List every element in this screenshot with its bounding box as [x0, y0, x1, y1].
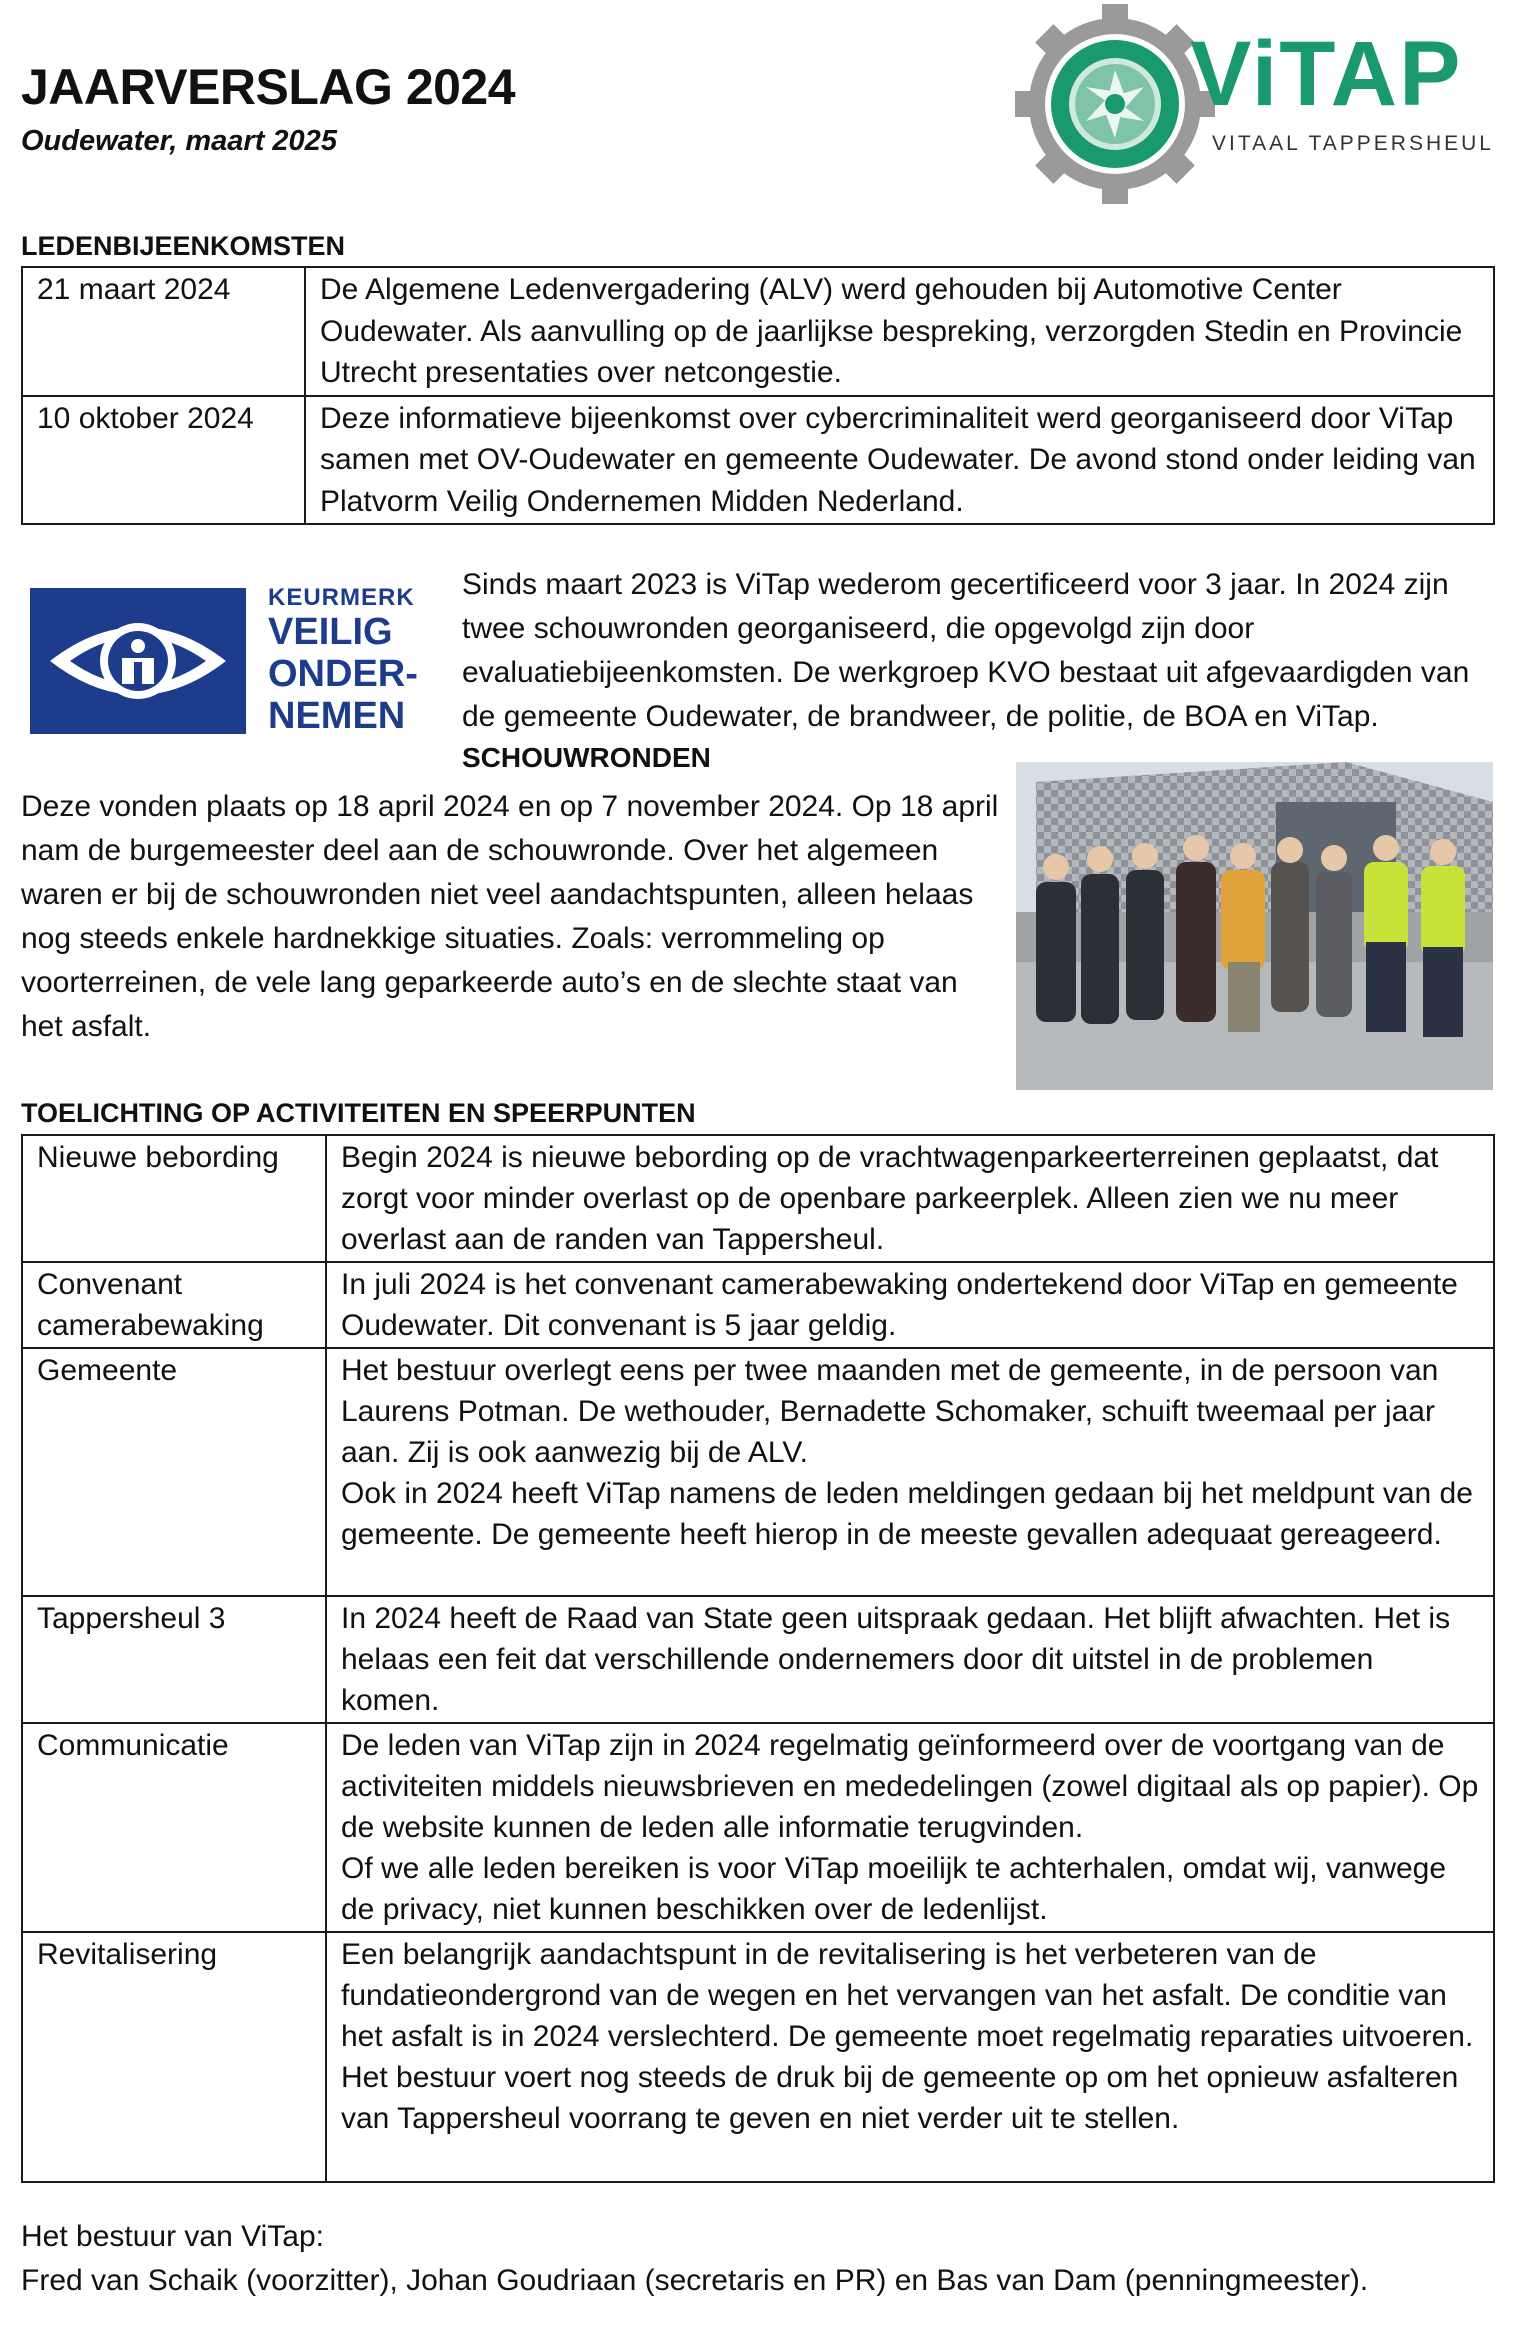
activity-paragraph: Of we alle leden bereiken is voor ViTap moeilijk te achterhalen, omdat wij, vanwege de privacy, niet kunnen beschikken over de ledenlijst.	[341, 1852, 1447, 1926]
activity-paragraph: Begin 2024 is nieuwe bebording op de vrachtwagenparkeerterreinen geplaatst, dat zorgt voor minder overlast op de openbare parkeerplek. Alleen zien we nu meer overlast aan de randen van Tappersheul.	[341, 1141, 1439, 1256]
table-row	[22, 1932, 1494, 2182]
activity-text	[326, 1262, 1494, 1348]
activity-paragraph: Het bestuur overlegt eens per twee maanden met de gemeente, in de persoon van Laurens Potman. De wethouder, Bernadette Schomaker, schuift tweemaal per jaar aan. Zij is ook aanwezig bij de ALV.	[341, 1354, 1439, 1469]
table-row	[22, 396, 1494, 525]
table-row	[22, 267, 1494, 396]
activity-topic: Tappersheul 3	[22, 1596, 326, 1723]
page-subtitle: Oudewater, maart 2025	[21, 125, 337, 157]
schouwronden-paragraph: Deze vonden plaats op 18 april 2024 en op 7 november 2024. Op 18 april nam de burgemeester deel aan de schouwronde. Over het algemeen waren er bij de schouwronden niet veel aandachtspunten, alleen helaas nog steeds enkele hardnekkige situaties. Zoals: verrommeling op voorterreinen, de vele lang geparkeerde auto’s en de slechte staat van het asfalt.	[21, 790, 999, 1043]
kvo-line2: VEILIG	[268, 611, 393, 653]
meeting-description: De Algemene Ledenvergadering (ALV) werd gehouden bij Automotive Center Oudewater. Als aanvulling op de jaarlijkse bespreking, verzorgden Stedin en Provincie Utrecht presentaties over netcongestie.	[305, 267, 1494, 396]
activity-paragraph: In 2024 heeft de Raad van State geen uitspraak gedaan. Het blijft afwachten. Het is helaas een feit dat verschillende ondernemers door dit uitstel in de problemen komen.	[341, 1602, 1451, 1717]
section-heading-toelichting: TOELICHTING OP ACTIVITEITEN EN SPEERPUNTEN	[21, 1098, 696, 1128]
table-row	[22, 1723, 1494, 1932]
activity-text	[326, 1135, 1494, 1262]
activity-paragraph: Ook in 2024 heeft ViTap namens de leden meldingen gedaan bij het meldpunt van de gemeente. De gemeente heeft hierop in de meeste gevallen adequaat gereageerd.	[341, 1477, 1473, 1551]
activity-topic: Convenant camerabewaking	[22, 1262, 326, 1348]
vitap-logo	[1015, 4, 1505, 204]
activities-table	[21, 1134, 1495, 2183]
meeting-date: 10 oktober 2024	[22, 396, 305, 525]
footer-board-members: Fred van Schaik (voorzitter), Johan Goudriaan (secretaris en PR) en Bas van Dam (penningmeester).	[21, 2264, 1369, 2297]
schouwronde-photo	[1016, 762, 1493, 1090]
meeting-date: 21 maart 2024	[22, 267, 305, 396]
kvo-line1: KEURMERK	[268, 584, 415, 611]
meeting-description: Deze informatieve bijeenkomst over cybercriminaliteit werd georganiseerd door ViTap samen met OV-Oudewater en gemeente Oudewater. De avond stond onder leiding van Platvorm Veilig Ondernemen Midden Nederland.	[305, 396, 1494, 525]
activity-topic: Gemeente	[22, 1348, 326, 1596]
eye-icon	[30, 588, 246, 734]
kvo-eye-block	[30, 588, 246, 734]
kvo-line4: NEMEN	[268, 695, 406, 737]
section-heading-schouwronden: SCHOUWRONDEN	[462, 742, 711, 773]
activity-topic: Nieuwe bebording	[22, 1135, 326, 1262]
kvo-line3: ONDER-	[268, 653, 418, 695]
activity-topic: Communicatie	[22, 1723, 326, 1932]
activity-paragraph: De leden van ViTap zijn in 2024 regelmatig geïnformeerd over de voortgang van de activiteiten middels nieuwsbrieven en mededelingen (zowel digitaal als op papier). Op de website kunnen de leden alle informatie terugvinden.	[341, 1729, 1479, 1844]
kvo-paragraph: Sinds maart 2023 is ViTap wederom gecertificeerd voor 3 jaar. In 2024 zijn twee schouwronden georganiseerd, die opgevolgd zijn door evaluatiebijeenkomsten. De werkgroep KVO bestaat uit afgevaardigden van de gemeente Oudewater, de brandweer, de politie, de BOA en ViTap.	[462, 568, 1470, 733]
activity-text	[326, 1348, 1494, 1596]
activity-text	[326, 1723, 1494, 1932]
footer-board-label: Het bestuur van ViTap:	[21, 2220, 324, 2253]
table-row	[22, 1262, 1494, 1348]
activity-paragraph: Een belangrijk aandachtspunt in de revitalisering is het verbeteren van de fundatieondergrond van de wegen en het vervangen van het asfalt. De conditie van het asfalt is in 2024 verslechterd. De gemeente moet regelmatig reparaties uitvoeren. Het bestuur voert nog steeds de druk bij de gemeente op om het opnieuw asfalteren van Tappersheul voorrang te geven en niet verder uit te stellen.	[341, 1938, 1474, 2135]
meetings-table	[21, 266, 1495, 525]
activity-text	[326, 1596, 1494, 1723]
activity-topic: Revitalisering	[22, 1932, 326, 2182]
table-row	[22, 1596, 1494, 1723]
table-row	[22, 1348, 1494, 1596]
vitap-tagline: VITAAL TAPPERSHEUL	[1212, 132, 1494, 155]
page-title: JAARVERSLAG 2024	[21, 59, 516, 115]
activity-paragraph: In juli 2024 is het convenant camerabewaking ondertekend door ViTap en gemeente Oudewater. Dit convenant is 5 jaar geldig.	[341, 1268, 1458, 1342]
table-row	[22, 1135, 1494, 1262]
kvo-logo	[28, 584, 440, 736]
activity-text	[326, 1932, 1494, 2182]
vitap-brand: ViTAP	[1190, 23, 1463, 125]
section-heading-ledenbijeenkomsten: LEDENBIJEENKOMSTEN	[21, 231, 346, 261]
